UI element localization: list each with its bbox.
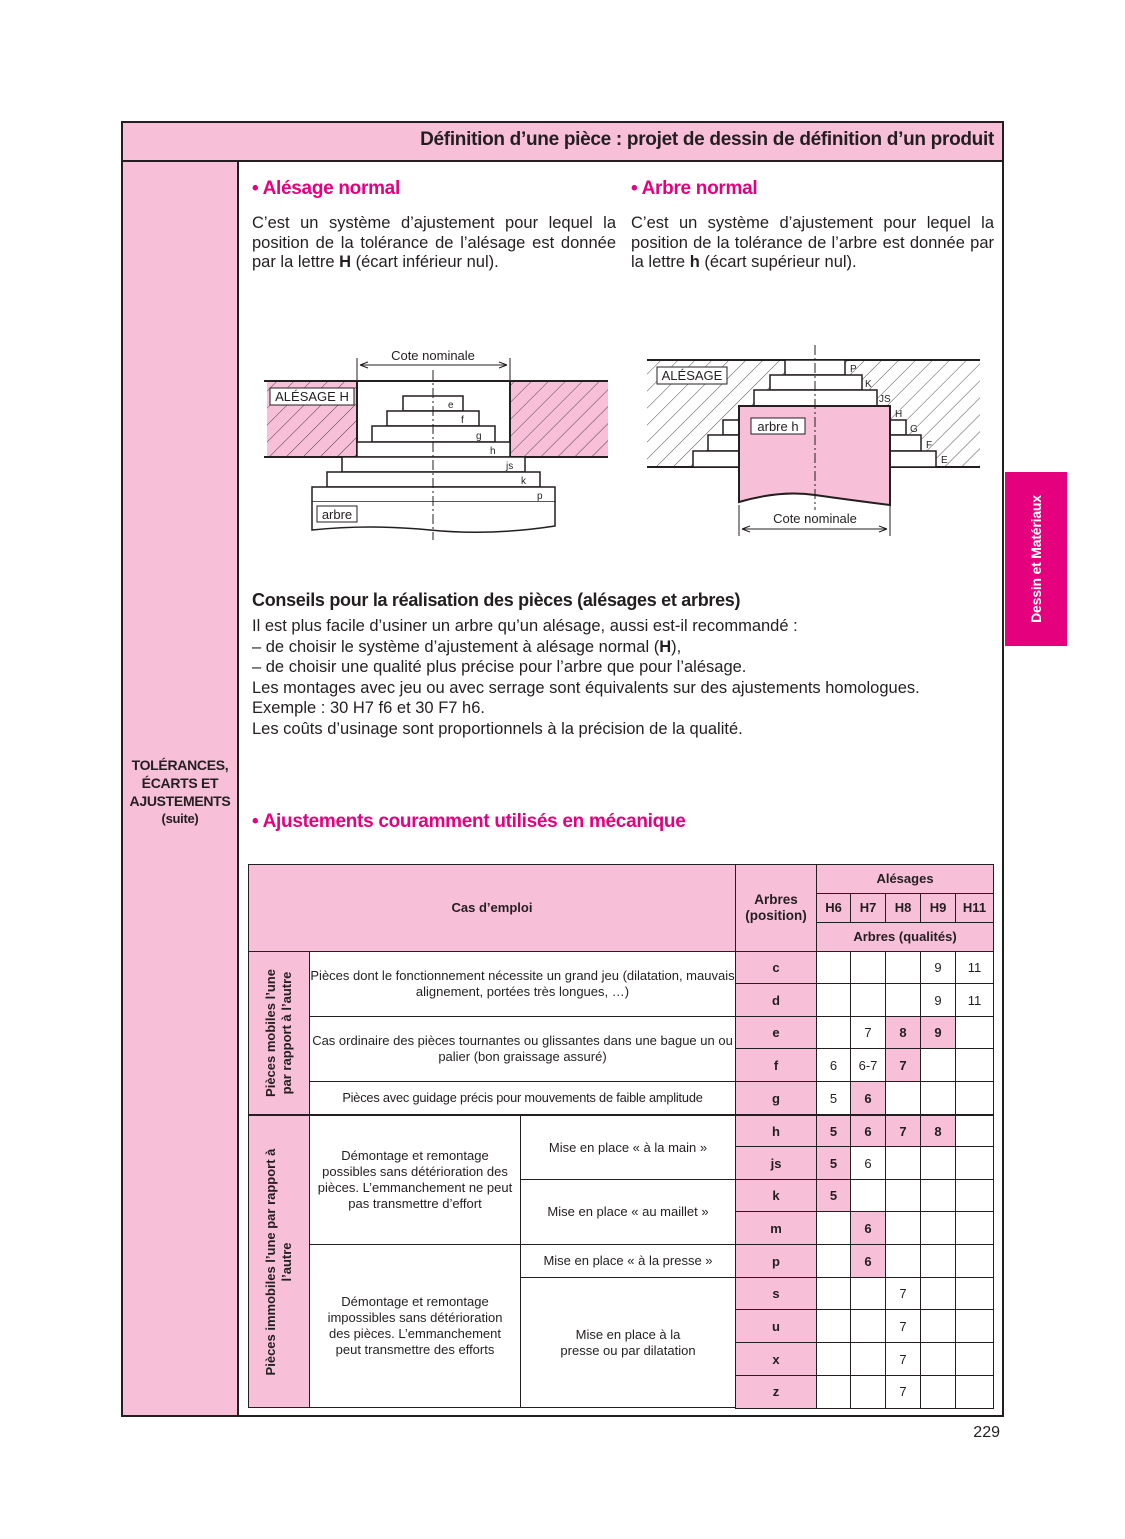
fit-cell: 7 — [885, 1375, 921, 1409]
cas-ordinaire: Cas ordinaire des pièces tournantes ou glissantes dans une bague un ou palier (bon graissage assuré) — [309, 1016, 736, 1082]
alesage-normal-text: C’est un système d’ajustement pour lequel la position de la tolérance de l’alésage est donnée par la lettre H (écart inférieur nul). — [252, 214, 616, 271]
fit-cell — [850, 1309, 886, 1344]
fit-cell — [885, 1146, 921, 1181]
fit-cell — [816, 1244, 851, 1279]
arbre-normal-title: • Arbre normal — [631, 178, 758, 199]
svg-text:E: E — [941, 455, 948, 466]
fit-cell — [955, 1244, 994, 1279]
cas-demontage-impossible: Démontage et remontage impossibles sans détérioration des pièces. L’emmanchement peut transmettre des efforts — [309, 1244, 521, 1408]
fit-cell — [920, 1244, 956, 1279]
conseils-title: Conseils pour la réalisation des pièces (alésages et arbres) — [252, 590, 741, 610]
header-cas-emploi: Cas d’emploi — [248, 864, 736, 952]
alesage-normal-diagram — [250, 340, 610, 545]
fit-cell — [920, 1375, 956, 1409]
row-position-x: x — [735, 1342, 817, 1377]
fit-cell: 8 — [885, 1016, 921, 1050]
group-immobiles: Pièces immobiles l’une par rapport à l’autre — [248, 1114, 310, 1408]
fit-cell — [850, 1375, 886, 1409]
fit-cell — [816, 1342, 851, 1377]
group-mobiles: Pièces mobiles l’une par rapport à l’autre — [248, 951, 310, 1115]
fit-cell: 11 — [955, 951, 994, 985]
svg-text:k: k — [521, 476, 526, 487]
fit-cell — [850, 1342, 886, 1377]
row-position-d: d — [735, 983, 817, 1018]
fit-cell — [850, 951, 886, 985]
svg-text:f: f — [461, 415, 464, 426]
fit-cell — [955, 1016, 994, 1050]
conseils-body: Il est plus facile d’usiner un arbre qu’un alésage, aussi est-il recommandé : – de choisir le système d’ajustement à alésage normal (H), – de choisir une qualité plus précise pour l’arbre que pour l’alésage. Les montages avec jeu ou avec serrage sont équivalents sur des ajustements homologues. Exemple : 30 H7 f6 et 30 F7 h6. Les coûts d’usinage sont proportionnels à la précision de la qualité. — [252, 617, 920, 738]
col-H11: H11 — [955, 893, 994, 923]
fit-cell: 6 — [850, 1114, 886, 1148]
svg-text:ALÉSAGE H: ALÉSAGE H — [275, 389, 349, 404]
fit-cell — [885, 1179, 921, 1213]
cas-guidage: Pièces avec guidage précis pour mouvements de faible amplitude — [309, 1081, 736, 1115]
svg-text:p: p — [537, 491, 543, 502]
dimension-label: Cote nominale — [391, 348, 475, 363]
fit-cell — [850, 983, 886, 1018]
svg-text:arbre h: arbre h — [757, 419, 799, 434]
fit-cell: 9 — [920, 951, 956, 985]
row-position-u: u — [735, 1309, 817, 1344]
fit-cell: 6 — [850, 1244, 886, 1279]
row-position-h: h — [735, 1114, 817, 1148]
fit-cell: 7 — [885, 1048, 921, 1083]
fit-cell — [885, 951, 921, 985]
fit-cell — [816, 1016, 851, 1050]
fit-cell — [955, 1375, 994, 1409]
row-position-p: p — [735, 1244, 817, 1279]
fit-cell: 5 — [816, 1146, 851, 1181]
chapter-tab — [1005, 472, 1067, 646]
fit-cell — [920, 1146, 956, 1181]
fit-cell: 6-7 — [850, 1048, 886, 1083]
fit-cell — [920, 1048, 956, 1083]
fit-cell — [816, 1277, 851, 1311]
col-H9: H9 — [920, 893, 956, 923]
svg-text:G: G — [910, 424, 918, 435]
row-position-c: c — [735, 951, 817, 985]
svg-text:Cote nominale: Cote nominale — [773, 511, 857, 526]
fits-table — [248, 864, 994, 1408]
ajustements-title: • Ajustements couramment utilisés en mécanique — [252, 811, 686, 832]
col-H6: H6 — [816, 893, 851, 923]
fit-cell: 5 — [816, 1114, 851, 1148]
svg-text:JS: JS — [879, 394, 891, 405]
fit-cell: 11 — [955, 983, 994, 1018]
fit-cell — [885, 1244, 921, 1279]
svg-text:h: h — [490, 446, 496, 457]
fit-cell — [955, 1114, 994, 1148]
fit-cell — [885, 1081, 921, 1116]
svg-text:g: g — [476, 431, 482, 442]
header-arbres-position: Arbres (position) — [735, 864, 817, 952]
fit-cell: 7 — [850, 1016, 886, 1050]
fit-cell — [955, 1309, 994, 1344]
svg-text:arbre: arbre — [321, 507, 353, 522]
section-label: TOLÉRANCES, ÉCARTS ET AJUSTEMENTS (suite) — [129, 757, 231, 826]
page-header — [121, 121, 1004, 162]
header-arbres-qualites: Arbres (qualités) — [816, 922, 994, 952]
fit-cell: 5 — [816, 1081, 851, 1116]
col-H8: H8 — [885, 893, 921, 923]
mise-maillet: Mise en place « au maillet » — [520, 1179, 736, 1245]
fit-cell: 7 — [885, 1114, 921, 1148]
fit-cell: 6 — [850, 1211, 886, 1246]
fit-cell: 5 — [816, 1179, 851, 1213]
mise-presse: Mise en place « à la presse » — [520, 1244, 736, 1278]
fit-cell — [955, 1081, 994, 1116]
fit-cell — [955, 1048, 994, 1083]
col-H7: H7 — [850, 893, 886, 923]
row-position-e: e — [735, 1016, 817, 1050]
fit-cell — [920, 1277, 956, 1311]
header-alesages: Alésages — [816, 864, 994, 894]
mise-presse-dilatation: Mise en place à la presse ou par dilatation — [520, 1277, 736, 1408]
fit-cell: 6 — [850, 1081, 886, 1116]
svg-text:js: js — [506, 461, 514, 472]
chapter-tab-label: Dessin et Matériaux — [1028, 495, 1044, 623]
fit-cell — [850, 1179, 886, 1213]
fit-cell — [955, 1211, 994, 1246]
fit-cell: 6 — [816, 1048, 851, 1083]
fit-cell — [920, 1309, 956, 1344]
row-position-m: m — [735, 1211, 817, 1246]
mise-main: Mise en place « à la main » — [520, 1114, 736, 1180]
row-position-js: js — [735, 1146, 817, 1181]
fit-cell: 9 — [920, 1016, 956, 1050]
row-position-s: s — [735, 1277, 817, 1311]
fit-cell — [920, 1211, 956, 1246]
fit-cell — [920, 1081, 956, 1116]
fit-cell — [850, 1277, 886, 1311]
fit-cell — [816, 951, 851, 985]
row-position-g: g — [735, 1081, 817, 1116]
svg-text:F: F — [926, 440, 933, 451]
fit-cell — [955, 1277, 994, 1311]
svg-text:H: H — [895, 409, 903, 420]
cas-demontage-possible: Démontage et remontage possibles sans détérioration des pièces. L’emmanchement ne peut pas transmettre d’effort — [309, 1114, 521, 1245]
row-position-k: k — [735, 1179, 817, 1213]
fit-cell — [816, 1211, 851, 1246]
fit-cell: 7 — [885, 1342, 921, 1377]
fit-cell — [955, 1146, 994, 1181]
page-number: 229 — [973, 1424, 1000, 1441]
arbre-normal-text: C’est un système d’ajustement pour lequel la position de la tolérance de l’arbre est donnée par la lettre h (écart supérieur nul). — [631, 214, 994, 271]
svg-text:e: e — [448, 400, 454, 411]
fit-cell — [816, 1375, 851, 1409]
fit-cell — [955, 1342, 994, 1377]
fit-cell: 7 — [885, 1277, 921, 1311]
fit-cell: 6 — [850, 1146, 886, 1181]
cas-grand-jeu: Pièces dont le fonctionnement nécessite un grand jeu (dilatation, mauvais alignement, portées très longues, …) — [309, 951, 736, 1017]
fit-cell — [955, 1179, 994, 1213]
fit-cell: 9 — [920, 983, 956, 1018]
fit-cell — [885, 1211, 921, 1246]
row-position-z: z — [735, 1375, 817, 1409]
arbre-normal-diagram — [630, 340, 1000, 540]
fit-cell: 7 — [885, 1309, 921, 1344]
alesage-normal-title: • Alésage normal — [252, 178, 400, 199]
fit-cell — [816, 1309, 851, 1344]
fit-cell — [920, 1342, 956, 1377]
row-position-f: f — [735, 1048, 817, 1083]
svg-text:ALÉSAGE: ALÉSAGE — [661, 368, 723, 383]
svg-text:K: K — [865, 379, 872, 390]
page-title: Définition d’une pièce : projet de dessin de définition d’un produit — [420, 129, 994, 150]
fit-cell: 8 — [920, 1114, 956, 1148]
fit-cell — [885, 983, 921, 1018]
svg-text:P: P — [850, 364, 857, 375]
fit-cell — [920, 1179, 956, 1213]
fit-cell — [816, 983, 851, 1018]
